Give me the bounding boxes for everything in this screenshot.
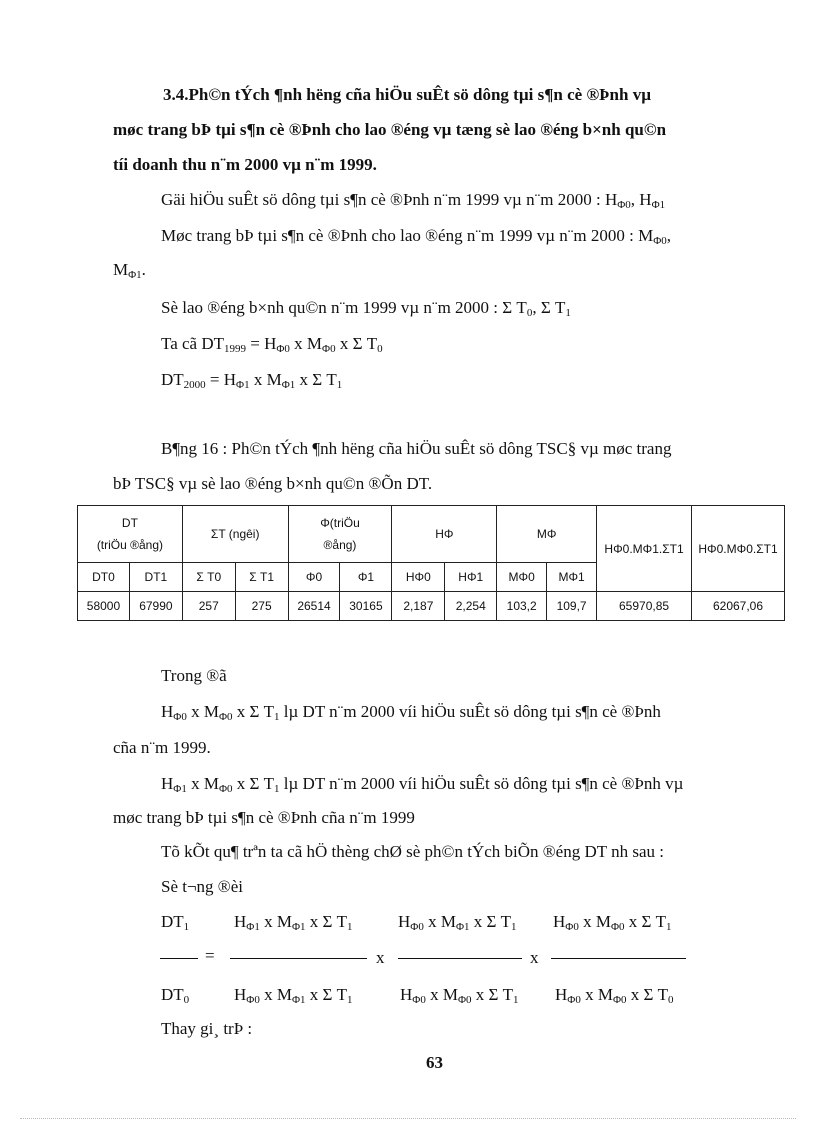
sub-header: Φ0 [288,563,340,592]
explain-1b: cña n¨m 1999. [113,738,211,757]
intro-line-5: $DT_{2000} = H_{\Phi 1}$ x $M_{\Phi 1}$ x Σ $T_1$ [161,370,343,391]
sub-header: HΦ0 [392,563,445,592]
header-h: HΦ [392,506,497,563]
sub-header: MΦ0 [497,563,547,592]
table-cell: 26514 [288,592,340,621]
fraction-line [551,958,686,959]
fraction-line [230,958,367,959]
formula-lhs-top: $DT_1$ [161,912,190,933]
explain-2b: møc trang bÞ tµi s¶n cè ®Þnh cña n¨m 1999 [113,808,415,827]
times-2: x [530,948,539,967]
fraction-2-top: $H_{\Phi 0}$ x $M_{\Phi 1}$ x Σ $T_1$ [398,912,517,933]
header-product-1: HΦ0.MΦ1.ΣT1 [597,506,692,592]
sub-header: DT1 [129,563,182,592]
table-cell: 257 [182,592,235,621]
fraction-2-bottom: $H_{\Phi 0}$ x $M_{\Phi 0}$ x Σ $T_1$ [400,985,519,1006]
header-phi: Φ(triÖu ®ång) [288,506,392,563]
sub-header: DT0 [78,563,130,592]
table-cell: 65970,85 [597,592,692,621]
sub-header: Σ T0 [182,563,235,592]
fraction-line [398,958,522,959]
intro-line-1: Gäi hiÖu suÊt sö dông tµi s¶n cè ®Þnh n¨m 1999 vµ n¨m 2000 : $H_{\Phi 0}$, $H_{\Phi 1}$ [161,190,666,211]
table-cell: 67990 [129,592,182,621]
times-1: x [376,948,385,967]
fraction-3-bottom: $H_{\Phi 0}$ x $M_{\Phi 0}$ x Σ $T_0$ [555,985,674,1006]
heading-line-1: 3.4.Ph©n tÝch ¶nh hëng cña hiÖu suÊt sö dông tµi s¶n cè ®Þnh vµ [163,85,651,104]
relative-label: Sè t¬ng ®èi [161,877,243,896]
sub-header: Φ1 [340,563,392,592]
header-dt: DT (triÖu ®ång) [78,506,183,563]
formula-lhs-bottom: $DT_0$ [161,985,190,1006]
sub-header: HΦ1 [445,563,497,592]
data-table [77,505,785,621]
explain-2: $H_{\Phi 1}$ x $M_{\Phi 0}$ x Σ $T_1$ lµ DT n¨m 2000 víi hiÖu suÊt sö dông tµi s¶n cè ®Þnh vµ [161,774,684,795]
table-caption-line-1: B¶ng 16 : Ph©n tÝch ¶nh hëng cña hiÖu suÊt sö dông TSC§ vµ møc trang [161,439,672,458]
table-cell: 58000 [78,592,130,621]
table-caption-line-2: bÞ TSC§ vµ sè lao ®éng b×nh qu©n ®Õn DT. [113,474,433,493]
fraction-1-top: $H_{\Phi 1}$ x $M_{\Phi 1}$ x Σ $T_1$ [234,912,353,933]
table-cell: 103,2 [497,592,547,621]
table-cell: 2,187 [392,592,445,621]
header-sum-t: ΣT (ngêi) [182,506,288,563]
table-cell: 62067,06 [692,592,785,621]
table-cell: 2,254 [445,592,497,621]
result-intro: Tõ kÕt qu¶ trªn ta cã hÖ thèng chØ sè ph©n tÝch biÕn ®éng DT nh sau : [161,842,664,861]
intro-line-2b: $M_{\Phi 1}$. [113,260,146,281]
header-product-2: HΦ0.MΦ0.ΣT1 [692,506,785,592]
sub-header: Σ T1 [235,563,288,592]
page-number: 63 [426,1053,443,1072]
sub-header: MΦ1 [547,563,597,592]
intro-line-4: Ta cã $DT_{1999} = H_{\Phi 0}$ x $M_{\Phi 0}$ x Σ $T_0$ [161,334,383,355]
header-m: MΦ [497,506,597,563]
table-row [78,592,785,621]
page-bottom-rule [20,1118,796,1119]
fraction-1-bottom: $H_{\Phi 0}$ x $M_{\Phi 1}$ x Σ $T_1$ [234,985,353,1006]
table-cell: 30165 [340,592,392,621]
formula-equals: = [205,946,215,965]
intro-line-2: Møc trang bÞ tµi s¶n cè ®Þnh cho lao ®éng n¨m 1999 vµ n¨m 2000 : $M_{\Phi 0}$, [161,226,672,247]
heading-line-2: møc trang bÞ tµi s¶n cè ®Þnh cho lao ®éng vµ tæng sè lao ®éng b×nh qu©n [113,120,667,139]
explain-1: $H_{\Phi 0}$ x $M_{\Phi 0}$ x Σ $T_1$ lµ DT n¨m 2000 víi hiÖu suÊt sö dông tµi s¶n cè ®Þnh [161,702,661,723]
trong-do: Trong ®ã [161,666,227,685]
intro-line-3: Sè lao ®éng b×nh qu©n n¨m 1999 vµ n¨m 2000 : Σ $T_0$, Σ $T_1$ [161,298,571,319]
table-cell: 275 [235,592,288,621]
fraction-3-top: $H_{\Phi 0}$ x $M_{\Phi 0}$ x Σ $T_1$ [553,912,672,933]
heading-line-3: tíi doanh thu n¨m 2000 vµ n¨m 1999. [113,155,377,174]
table-cell: 109,7 [547,592,597,621]
fraction-line [160,958,198,959]
table-header-row [78,506,785,563]
substitute-label: Thay gi¸ trÞ : [161,1019,253,1038]
